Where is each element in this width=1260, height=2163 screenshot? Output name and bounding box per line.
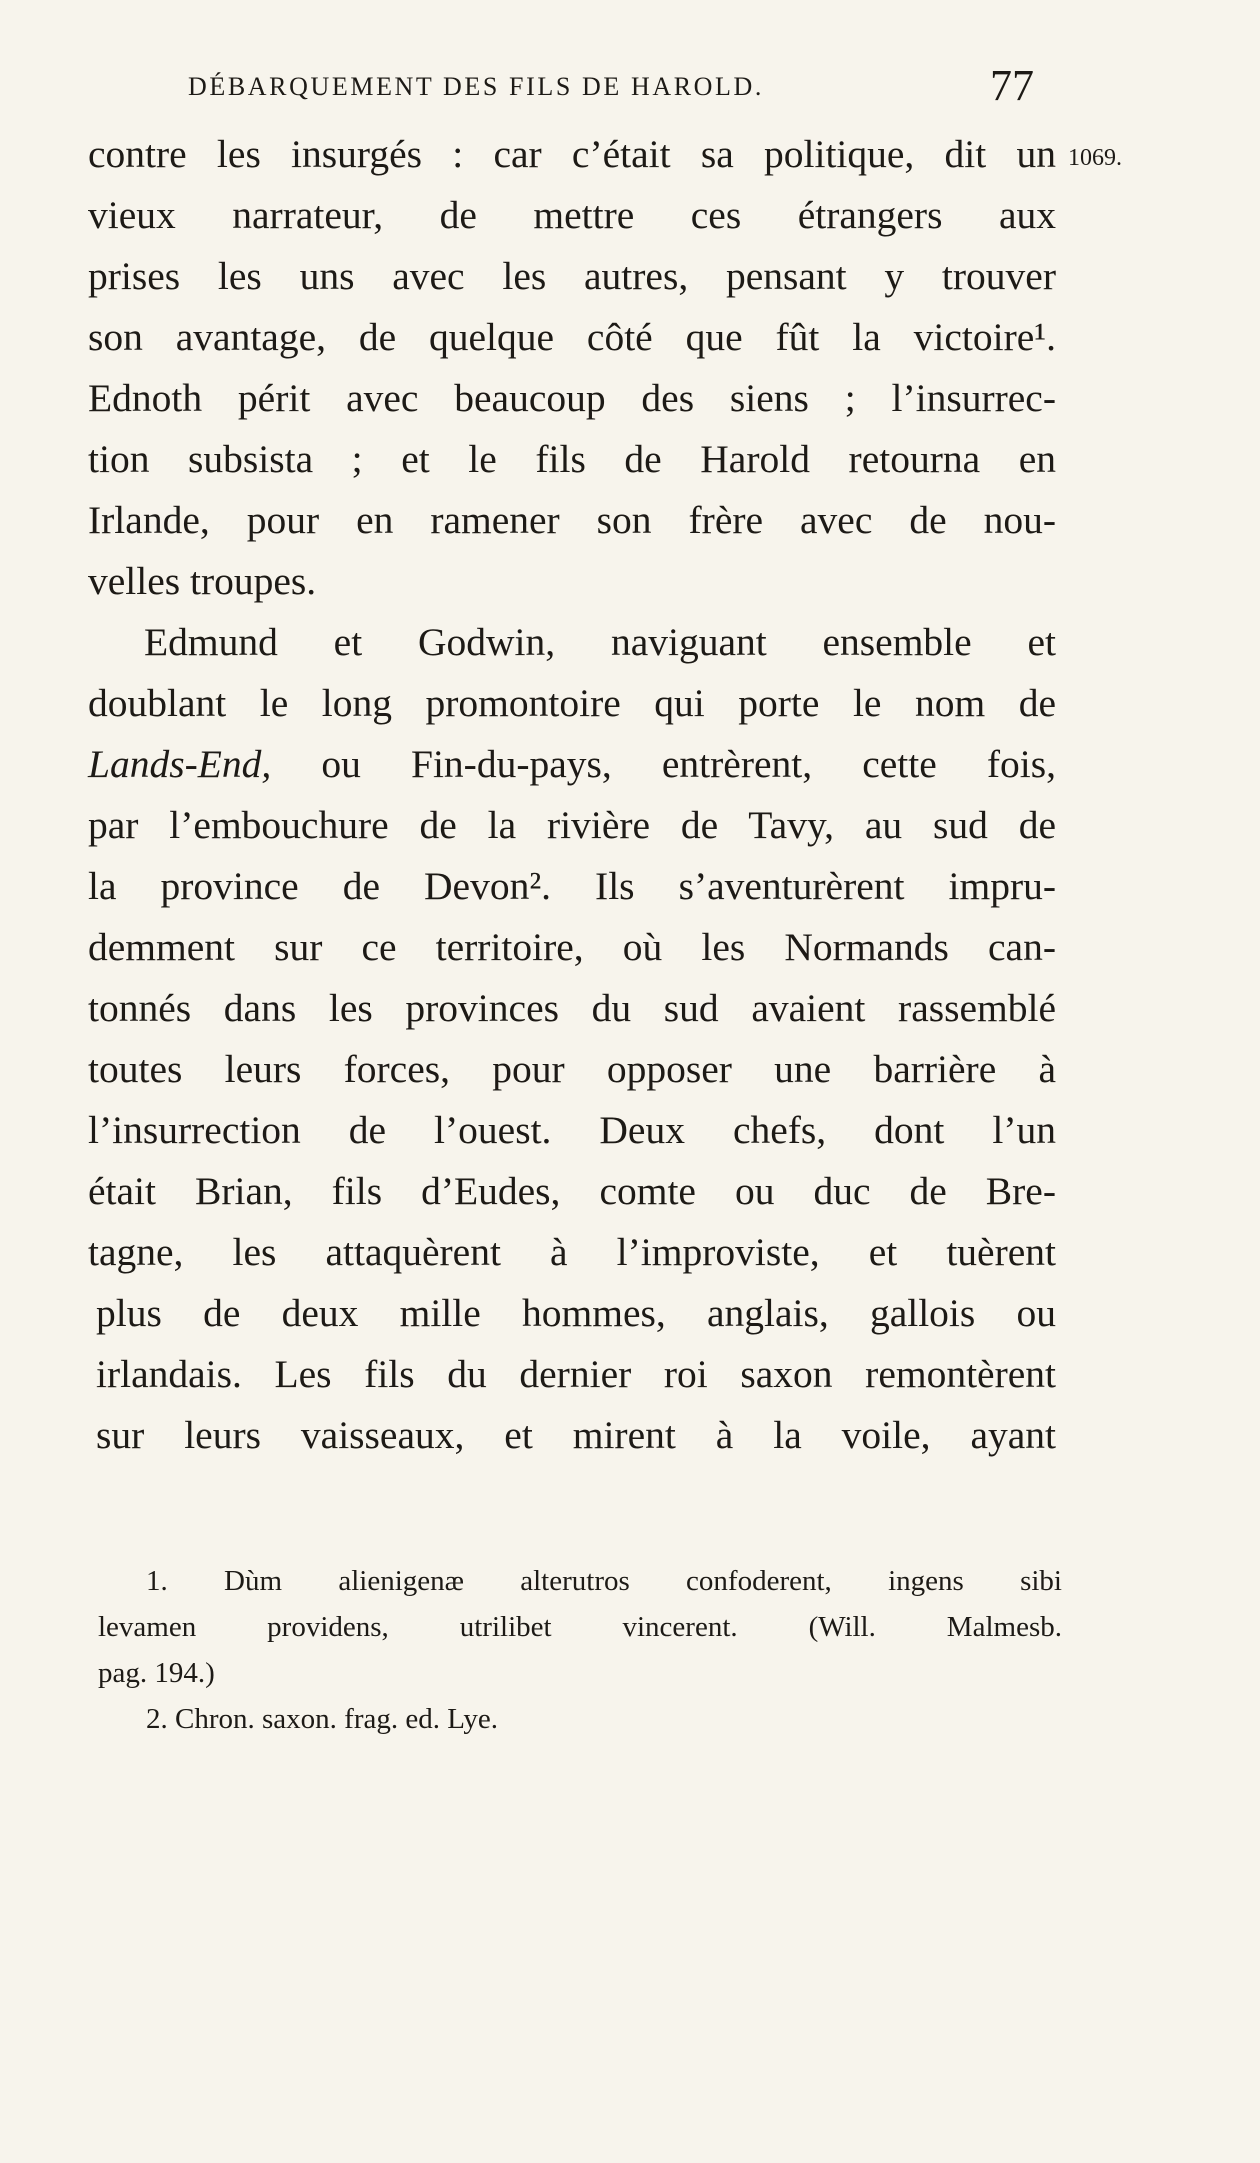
text-line: la province de Devon². Ils s’aventurèrent impru- [88,864,1056,908]
text-line: toutes leurs forces, pour opposer une barrière à [88,1047,1056,1091]
text-line: par l’embouchure de la rivière de Tavy, au sud de [88,803,1056,847]
body-text [88,124,1056,1466]
footnote-1-line: 1. Dùm alienigenæ alterutros confoderent, ingens sibi [146,1565,1062,1597]
page-number: 77 [990,61,1034,110]
text-line: était Brian, fils d’Eudes, comte ou duc de Bre- [88,1169,1056,1213]
footnote-2-line: 2. Chron. saxon. frag. ed. Lye. [146,1703,498,1735]
italic-place-name: Lands-End, [88,742,272,786]
text-line: vieux narrateur, de mettre ces étrangers aux [88,193,1056,237]
text-line: Irlande, pour en ramener son frère avec de nou- [88,498,1056,542]
footnote-1-line: levamen providens, utrilibet vincerent. (Will. Malmesb. [98,1611,1062,1643]
running-title: DÉBARQUEMENT DES FILS DE HAROLD. [188,72,765,101]
footnote-1-line: pag. 194.) [98,1657,215,1689]
text-line-with-italic [88,734,1056,795]
text-line: doublant le long promontoire qui porte le nom de [88,681,1056,725]
text-line: velles troupes. [88,559,317,603]
text-line: plus de deux mille hommes, anglais, gallois ou [96,1291,1056,1335]
text-line: contre les insurgés : car c’était sa politique, dit un [88,132,1056,176]
text-line: l’insurrection de l’ouest. Deux chefs, dont l’un [88,1108,1056,1152]
text-line: prises les uns avec les autres, pensant y trouver [88,254,1056,298]
margin-year-note: 1069. [1068,145,1122,171]
paragraph-start-line: Edmund et Godwin, naviguant ensemble et [144,620,1056,664]
text-line: tonnés dans les provinces du sud avaient rassemblé [88,986,1056,1030]
text-line: irlandais. Les fils du dernier roi saxon remontèrent [96,1352,1056,1396]
text-line: tagne, les attaquèrent à l’improviste, et tuèrent [88,1230,1056,1274]
text-line: demment sur ce territoire, où les Normands can- [88,925,1056,969]
footnotes [98,1558,1062,1742]
text-line: son avantage, de quelque côté que fût la victoire¹. [88,315,1056,359]
text-line: tion subsista ; et le fils de Harold retourna en [88,437,1056,481]
text-line-remainder: ou Fin-du-pays, entrèrent, cette fois, [321,742,1057,786]
text-line: sur leurs vaisseaux, et mirent à la voile, ayant [96,1413,1056,1457]
running-head [0,62,1260,122]
text-line: Ednoth périt avec beaucoup des siens ; l’insurrec- [88,376,1056,420]
